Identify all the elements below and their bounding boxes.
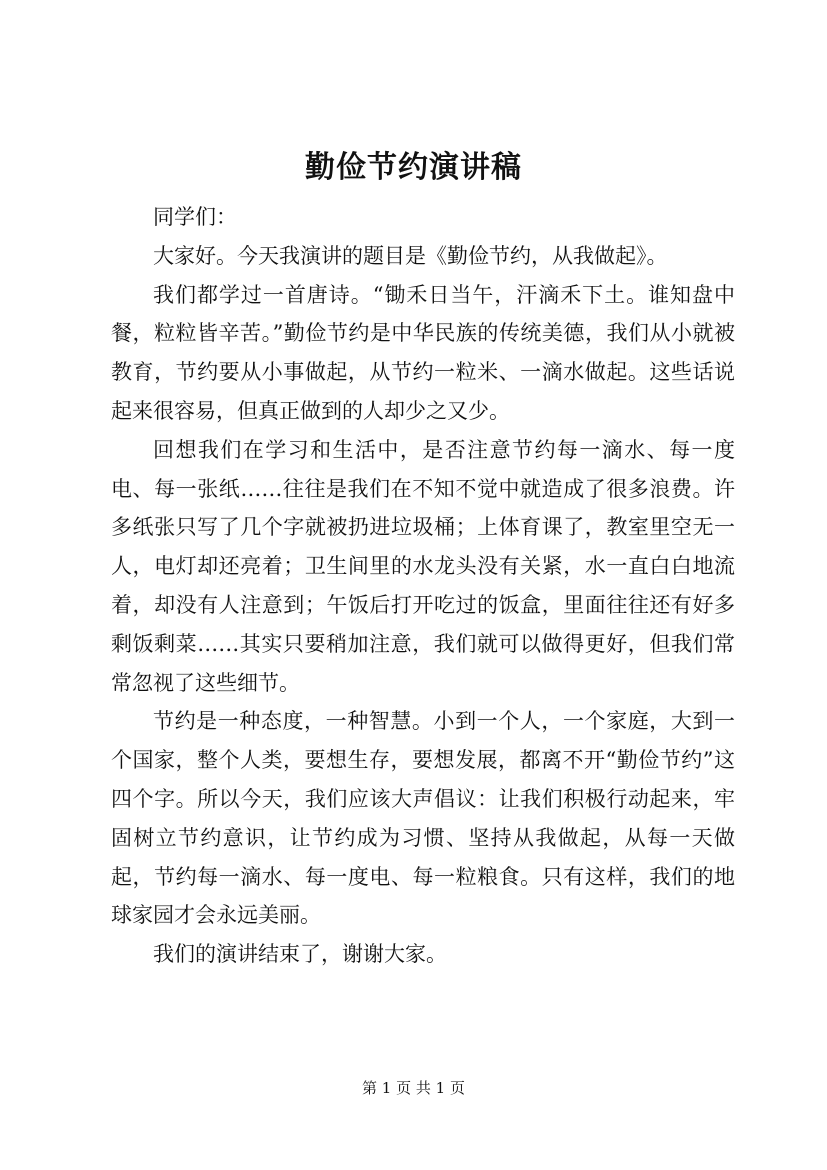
paragraph-closing: 我们的演讲结束了，谢谢大家。 — [153, 942, 447, 967]
page-footer: 第 1 页 共 1 页 — [362, 1079, 465, 1097]
paragraph-poem: 我们都学过一首唐诗。“锄禾日当午，汗滴禾下土。谁知盘中餐，粒粒皆辛苦。”勤俭节约是中华民族的传统美德，我们从小就被教育，节约要从小事做起，从节约一粒米、一滴水做起。这些话说起来很容易，但真正做到的人却少之又少。 — [111, 282, 735, 423]
paragraph-attitude: 节约是一种态度，一种智慧。小到一个人，一个家庭，大到一个国家，整个人类，要想生存，要想发展，都离不开“勤俭节约”这四个字。所以今天，我们应该大声倡议：让我们积极行动起来，牢固树立节约意识，让节约成为习惯、坚持从我做起，从每一天做起，节约每一滴水、每一度电、每一粒粮食。只有这样，我们的地球家园才会永远美丽。 — [111, 709, 735, 928]
document-body — [111, 198, 735, 974]
paragraph-waste: 回想我们在学习和生活中，是否注意节约每一滴水、每一度电、每一张纸……往往是我们在不知不觉中就造成了很多浪费。许多纸张只写了几个字就被扔进垃圾桶；上体育课了，教室里空无一人，电灯却还亮着；卫生间里的水龙头没有关紧，水一直白白地流着，却没有人注意到；午饭后打开吃过的饭盒，里面往往还有好多剩饭剩菜……其实只要稍加注意，我们就可以做得更好，但我们常常忽视了这些细节。 — [111, 437, 735, 695]
paragraph-greeting: 同学们： — [153, 205, 237, 229]
document-title: 勤俭节约演讲稿 — [305, 150, 522, 185]
paragraph-intro: 大家好。今天我演讲的题目是《勤俭节约，从我做起》。 — [153, 243, 668, 268]
